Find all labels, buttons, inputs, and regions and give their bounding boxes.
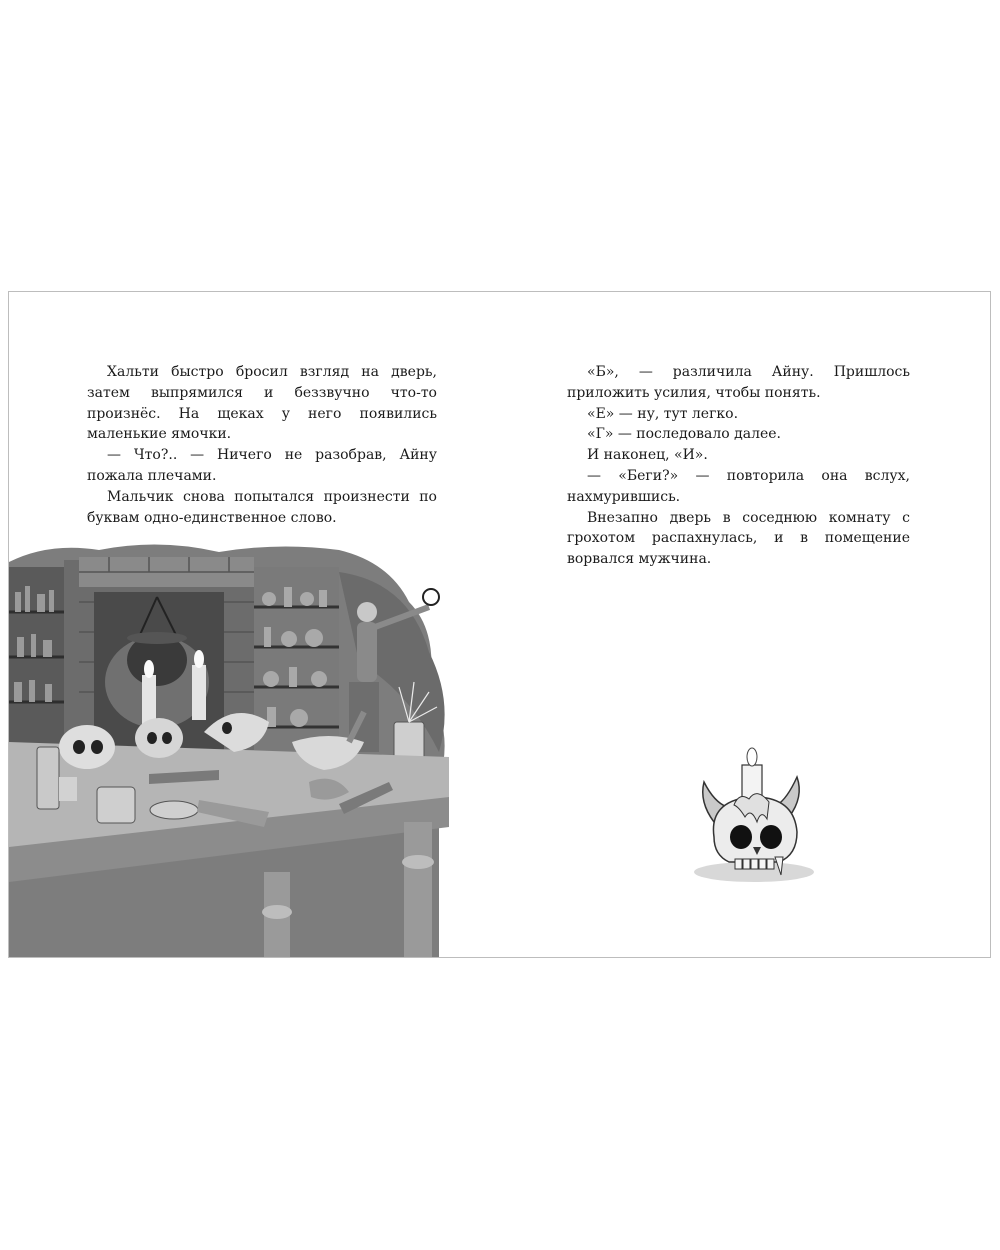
paragraph: — «Беги?» — повторила она вслух, нахмурившись. bbox=[567, 467, 910, 505]
paragraph: «Б», — различила Айну. Пришлось приложить усилия, чтобы понять. bbox=[567, 364, 910, 401]
paragraph: Хальти быстро бросил взгляд на дверь, затем выпрямился и беззвучно что-то произнёс. На щеках у него появились маленькие ямочки. bbox=[87, 364, 437, 443]
left-page bbox=[9, 292, 499, 957]
paragraph: Мальчик снова попытался произнести по буквам одно-единственное слово. bbox=[87, 488, 437, 526]
alchemy-lab-illustration bbox=[9, 542, 499, 958]
paragraph: И наконец, «И». bbox=[587, 447, 708, 464]
paragraph: Внезапно дверь в соседнюю комнату с грохотом распахнулась, и в помещение ворвался мужчина. bbox=[567, 509, 910, 568]
skull-candle-vignette bbox=[679, 747, 829, 887]
paragraph: «Г» — последовало далее. bbox=[587, 426, 782, 443]
paragraph: «Е» — ну, тут легко. bbox=[587, 405, 739, 422]
left-text-block bbox=[87, 362, 437, 528]
book-spread bbox=[8, 291, 991, 958]
right-page bbox=[499, 292, 991, 957]
right-text-block bbox=[567, 362, 910, 570]
paragraph: — Что?.. — Ничего не разобрав, Айну пожала плечами. bbox=[87, 447, 437, 484]
